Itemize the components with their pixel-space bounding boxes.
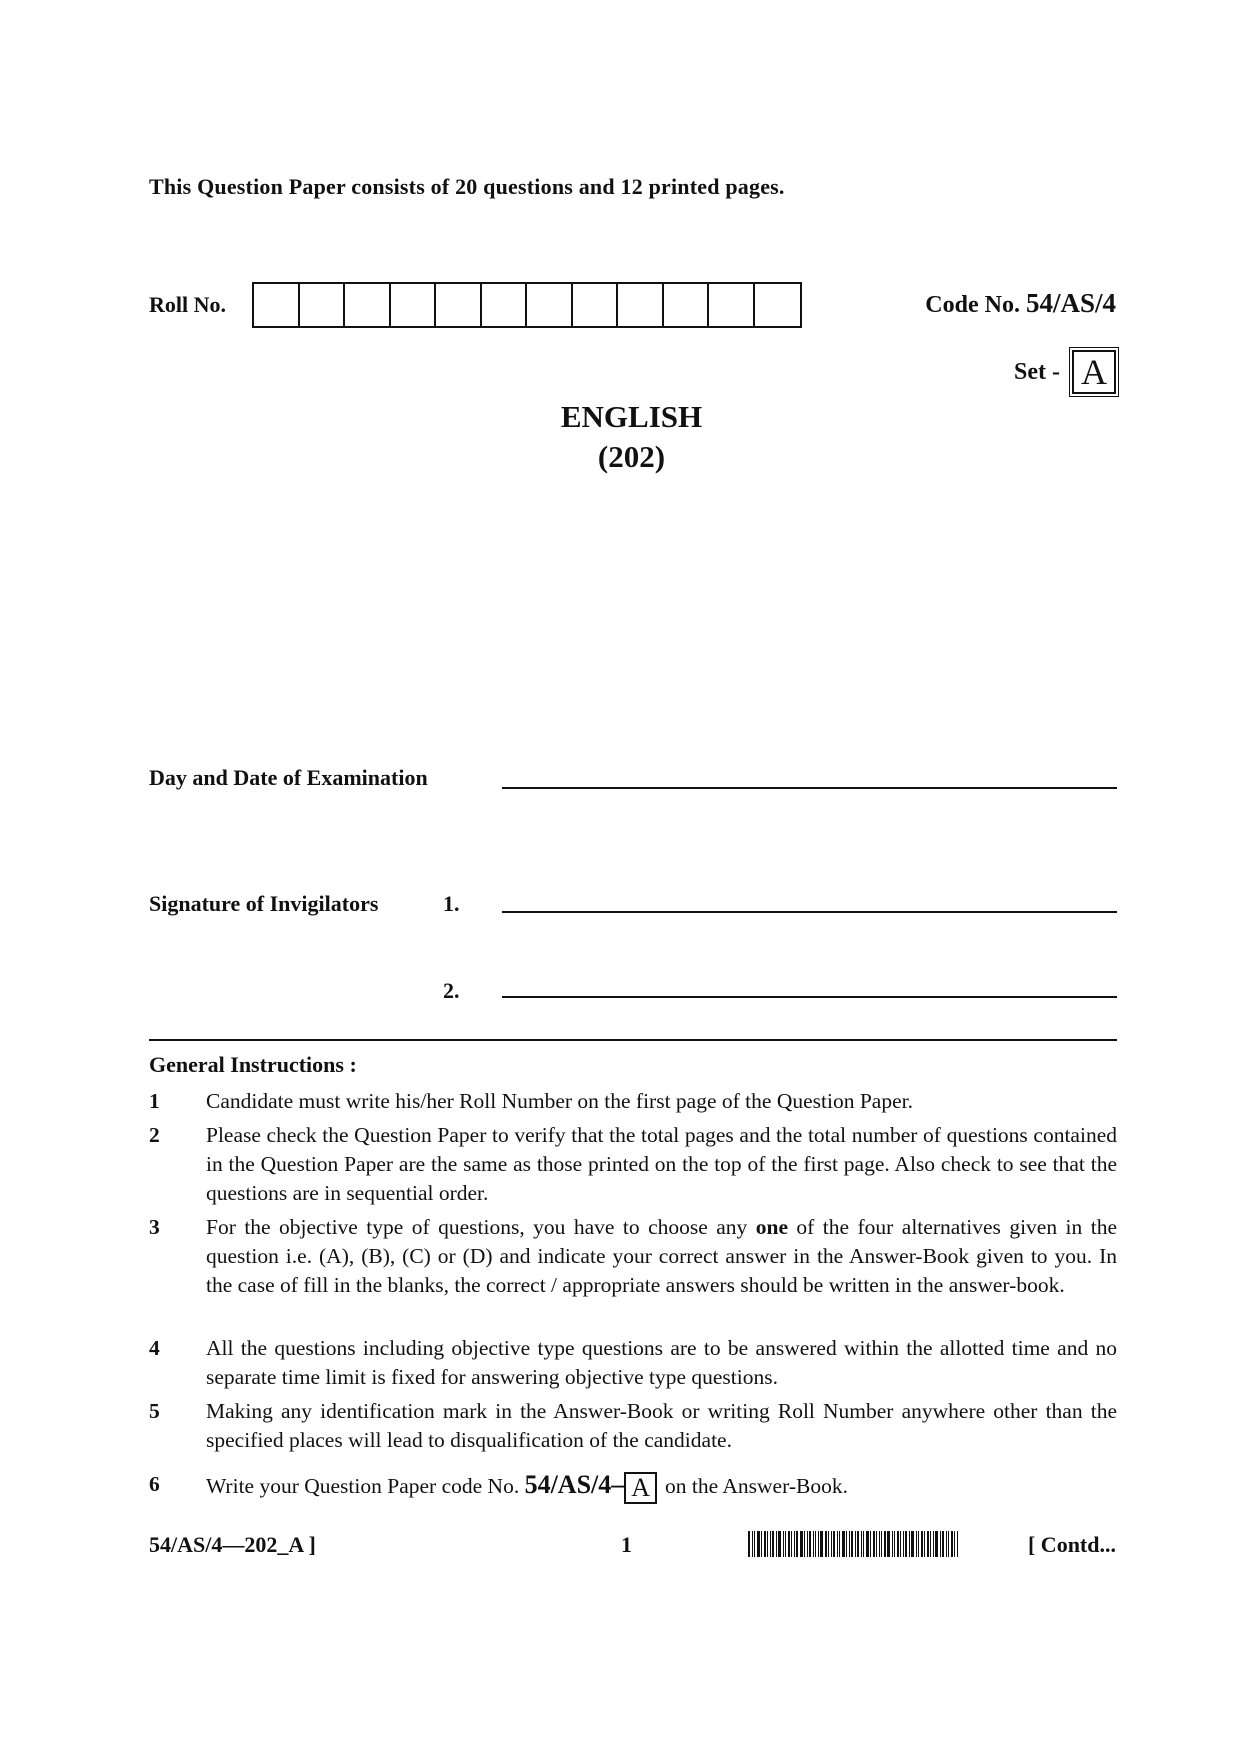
barcode-bar bbox=[785, 1531, 786, 1557]
instruction-item bbox=[149, 1397, 1117, 1455]
barcode-bar bbox=[921, 1531, 923, 1557]
exam-date-line[interactable] bbox=[502, 787, 1117, 789]
instruction-item bbox=[149, 1213, 1117, 1300]
barcode-bar bbox=[791, 1531, 792, 1557]
barcode-bar bbox=[892, 1531, 893, 1557]
barcode-bar bbox=[772, 1531, 774, 1557]
barcode-bar bbox=[879, 1531, 880, 1557]
subject-code: (202) bbox=[597, 439, 666, 474]
roll-digit-box[interactable] bbox=[300, 284, 346, 326]
barcode-bar bbox=[842, 1531, 845, 1557]
signature-line-2[interactable] bbox=[502, 996, 1117, 998]
barcode-bar bbox=[776, 1531, 777, 1557]
instruction-text: Making any identification mark in the Answer-Book or writing Roll Number anywhere other than the specified places will lead to disqualification of the candidate. bbox=[206, 1399, 1117, 1452]
roll-digit-box[interactable] bbox=[664, 284, 710, 326]
barcode-bar bbox=[839, 1531, 840, 1557]
barcode-bar bbox=[903, 1531, 904, 1557]
barcode-bar bbox=[818, 1531, 819, 1557]
barcode-bar bbox=[783, 1531, 784, 1557]
barcode-bar bbox=[825, 1531, 827, 1557]
subject-name: ENGLISH bbox=[560, 399, 703, 434]
instruction-number: 2 bbox=[149, 1123, 160, 1147]
roll-number-label: Roll No. bbox=[149, 292, 226, 317]
barcode-bar bbox=[748, 1531, 750, 1557]
barcode-bar bbox=[881, 1531, 882, 1557]
barcode-bar bbox=[916, 1531, 917, 1557]
instruction-item bbox=[149, 1121, 1117, 1208]
instruction-number: 1 bbox=[149, 1089, 160, 1113]
code-label: Code No. bbox=[925, 292, 1020, 318]
instruction-text: Candidate must write his/her Roll Number on the first page of the Question Paper. bbox=[206, 1089, 913, 1113]
set-indicator bbox=[1014, 350, 1116, 394]
set-box-inline: A bbox=[624, 1472, 657, 1504]
set-value-box: A bbox=[1072, 350, 1116, 394]
barcode-bar bbox=[770, 1531, 771, 1557]
instruction-item bbox=[149, 1470, 1117, 1504]
barcode-bar bbox=[828, 1531, 829, 1557]
roll-number-boxes[interactable] bbox=[252, 282, 802, 328]
barcode-bar bbox=[800, 1531, 803, 1557]
barcode-bar bbox=[754, 1531, 755, 1557]
barcode-bar bbox=[870, 1531, 871, 1557]
barcode-bar bbox=[905, 1531, 907, 1557]
invigilator-signature-label: Signature of Invigilators bbox=[149, 891, 379, 916]
roll-digit-box[interactable] bbox=[755, 284, 801, 326]
barcode-bar bbox=[794, 1531, 795, 1557]
roll-digit-box[interactable] bbox=[254, 284, 300, 326]
signature-number-1: 1. bbox=[443, 891, 460, 916]
roll-digit-box[interactable] bbox=[573, 284, 619, 326]
barcode-bar bbox=[911, 1531, 914, 1557]
paper-code: 54/AS/4– bbox=[524, 1470, 625, 1499]
barcode-bar bbox=[909, 1531, 910, 1557]
barcode-bar bbox=[831, 1531, 832, 1557]
barcode-bar bbox=[933, 1531, 934, 1557]
barcode-bar bbox=[813, 1531, 814, 1557]
barcode-bar bbox=[761, 1531, 762, 1557]
barcode-bar bbox=[873, 1531, 875, 1557]
instruction-text: For the objective type of questions, you have to choose any one of the four alternatives given in the question i.e. (A), (B), (C) or (D) and indicate your correct answer in the Answer-Book given to you. In the case of fill in the blanks, the correct / appropriate answers should be written in the answer-book. bbox=[206, 1215, 1117, 1297]
barcode-bar bbox=[757, 1531, 760, 1557]
barcode-bar bbox=[930, 1531, 931, 1557]
barcode-bar bbox=[863, 1531, 864, 1557]
subject-title bbox=[0, 397, 1241, 477]
roll-digit-box[interactable] bbox=[391, 284, 437, 326]
barcode bbox=[748, 1531, 995, 1557]
barcode-bar bbox=[876, 1531, 877, 1557]
roll-digit-box[interactable] bbox=[436, 284, 482, 326]
signature-number-2: 2. bbox=[443, 978, 460, 1003]
barcode-bar bbox=[767, 1531, 768, 1557]
exam-date-label: Day and Date of Examination bbox=[149, 765, 428, 790]
barcode-bar bbox=[807, 1531, 808, 1557]
barcode-bar bbox=[752, 1531, 753, 1557]
barcode-bar bbox=[918, 1531, 919, 1557]
barcode-bar bbox=[940, 1531, 941, 1557]
barcode-bar bbox=[957, 1531, 958, 1557]
barcode-bar bbox=[861, 1531, 862, 1557]
roll-digit-box[interactable] bbox=[527, 284, 573, 326]
barcode-bar bbox=[884, 1531, 886, 1557]
barcode-bar bbox=[897, 1531, 899, 1557]
instructions-heading: General Instructions : bbox=[149, 1052, 357, 1077]
barcode-bar bbox=[855, 1531, 856, 1557]
instruction-text: Please check the Question Paper to verify that the total pages and the total number of questions contained in the Question Paper are the same as those printed on the top of the first page. Also check to see that the questions are in sequential order. bbox=[206, 1123, 1117, 1205]
page-number: 1 bbox=[621, 1532, 632, 1557]
barcode-bar bbox=[796, 1531, 798, 1557]
code-value: 54/AS/4 bbox=[1025, 288, 1116, 318]
instruction-item bbox=[149, 1087, 1117, 1116]
roll-digit-box[interactable] bbox=[618, 284, 664, 326]
barcode-bar bbox=[857, 1531, 859, 1557]
barcode-bar bbox=[954, 1531, 955, 1557]
barcode-bar bbox=[837, 1531, 838, 1557]
barcode-bar bbox=[927, 1531, 929, 1557]
roll-digit-box[interactable] bbox=[482, 284, 528, 326]
barcode-bar bbox=[935, 1531, 938, 1557]
barcode-bar bbox=[924, 1531, 925, 1557]
instruction-item bbox=[149, 1334, 1117, 1392]
barcode-bar bbox=[948, 1531, 949, 1557]
barcode-bar bbox=[851, 1531, 853, 1557]
signature-line-1[interactable] bbox=[502, 911, 1117, 913]
section-divider bbox=[149, 1039, 1117, 1041]
barcode-bar bbox=[778, 1531, 781, 1557]
barcode-bar bbox=[788, 1531, 790, 1557]
code-number bbox=[925, 288, 1116, 319]
roll-digit-box[interactable] bbox=[345, 284, 391, 326]
instruction-number: 4 bbox=[149, 1336, 160, 1360]
instruction-text: All the questions including objective type questions are to be answered within the allotted time and no separate time limit is fixed for answering objective type questions. bbox=[206, 1336, 1117, 1389]
barcode-bar bbox=[894, 1531, 895, 1557]
barcode-bar bbox=[846, 1531, 847, 1557]
footer-code: 54/AS/4—202_A ] bbox=[149, 1532, 316, 1557]
barcode-bar bbox=[942, 1531, 944, 1557]
instruction-number: 5 bbox=[149, 1399, 160, 1423]
barcode-bar bbox=[866, 1531, 869, 1557]
barcode-bar bbox=[887, 1531, 890, 1557]
barcode-bar bbox=[764, 1531, 766, 1557]
barcode-bar bbox=[946, 1531, 947, 1557]
instruction-number: 3 bbox=[149, 1215, 160, 1239]
continued-label: [ Contd... bbox=[1027, 1532, 1116, 1557]
barcode-bar bbox=[900, 1531, 901, 1557]
instruction-number: 6 bbox=[149, 1472, 160, 1496]
barcode-bar bbox=[951, 1531, 953, 1557]
barcode-bar bbox=[815, 1531, 816, 1557]
barcode-bar bbox=[804, 1531, 805, 1557]
instruction-text: Write your Question Paper code No. 54/AS/4– A on the Answer-Book. bbox=[206, 1470, 848, 1503]
roll-digit-box[interactable] bbox=[709, 284, 755, 326]
barcode-bar bbox=[809, 1531, 811, 1557]
barcode-bar bbox=[849, 1531, 850, 1557]
emphasis-one: one bbox=[755, 1215, 788, 1239]
paper-summary: This Question Paper consists of 20 questions and 12 printed pages. bbox=[149, 174, 785, 199]
barcode-bar bbox=[833, 1531, 835, 1557]
set-label: Set - bbox=[1014, 358, 1060, 385]
barcode-bar bbox=[820, 1531, 823, 1557]
